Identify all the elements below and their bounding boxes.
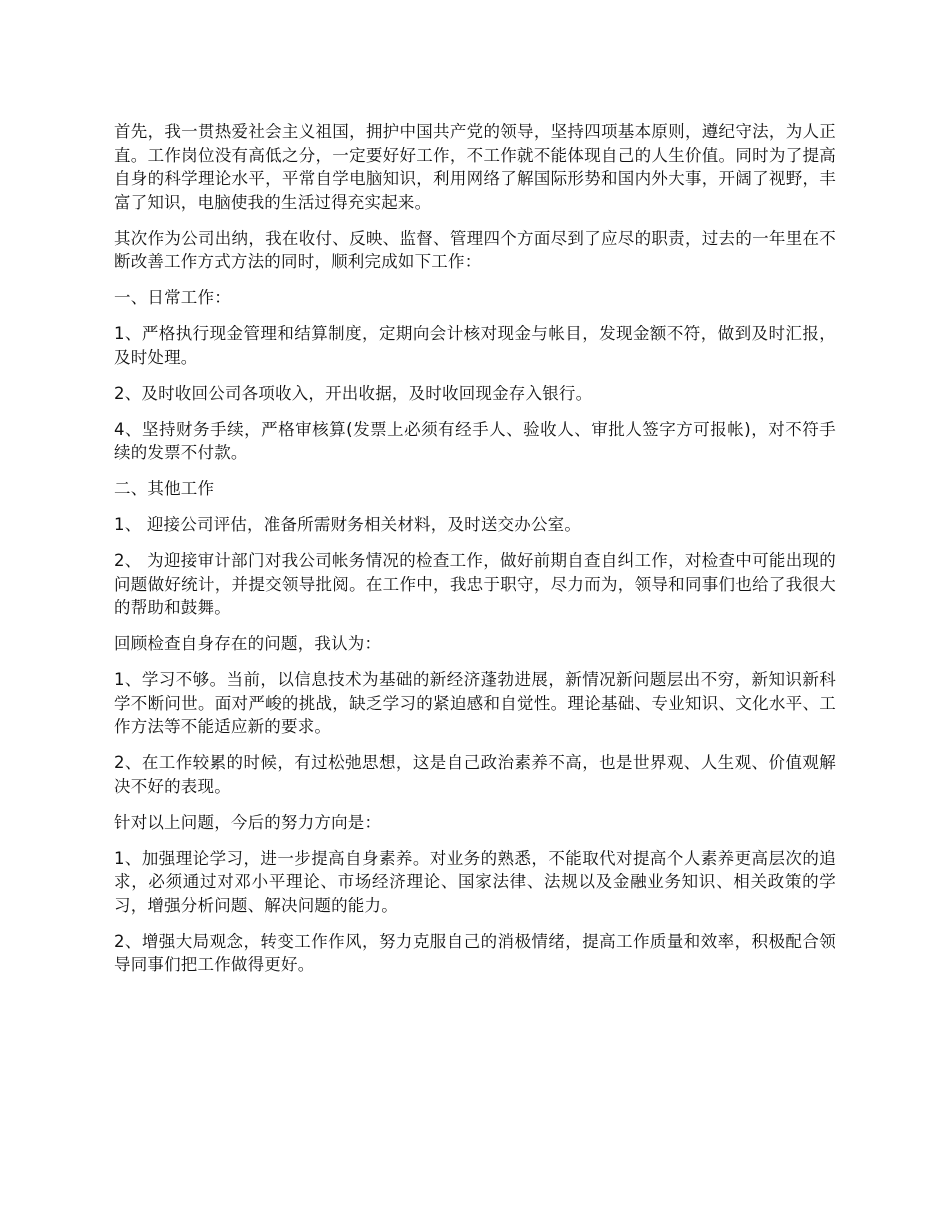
- list-item-overall-perspective: 2、增强大局观念，转变工作作风，努力克服自己的消极情绪，提高工作质量和效率，积极配合领导同事们把工作做得更好。: [114, 931, 836, 974]
- list-item-strengthen-theory: 1、加强理论学习，进一步提高自身素养。对业务的熟悉，不能取代对提高个人素养更高层次的追求，必须通过对邓小平理论、市场经济理论、国家法律、法规以及金融业务知识、相关政策的学习，增强分析问题、解决问题的能力。: [114, 848, 836, 915]
- list-item-insufficient-study: 1、学习不够。当前，以信息技术为基础的新经济蓬勃进展，新情况新问题层出不穷，新知识新科学不断问世。面对严峻的挑战，缺乏学习的紧迫感和自觉性。理论基础、专业知识、文化水平、工作方法等不能适应新的要求。: [114, 670, 836, 736]
- list-item-relaxed-thinking: 2、在工作较累的时候，有过松弛思想，这是自己政治素养不高，也是世界观、人生观、价值观解决不好的表现。: [114, 753, 836, 796]
- paragraph-review-problems: 回顾检查自身存在的问题，我认为：: [114, 634, 382, 653]
- list-item-financial-procedures: 4、坚持财务手续，严格审核算(发票上必须有经手人、验收人、审批人签字方可报帐)，对不符手续的发票不付款。: [114, 419, 836, 462]
- document-body: [114, 120, 836, 989]
- list-item-audit-preparation: 2、 为迎接审计部门对我公司帐务情况的检查工作，做好前期自查自纠工作，对检查中可能出现的问题做好统计，并提交领导批阅。在工作中，我忠于职守，尽力而为，领导和同事们也给了我很大的帮助和鼓舞。: [114, 551, 836, 617]
- list-item-company-evaluation: 1、 迎接公司评估，准备所需财务相关材料，及时送交办公室。: [114, 515, 582, 534]
- paragraph-duties: 其次作为公司出纳，我在收付、反映、监督、管理四个方面尽到了应尽的职责，过去的一年里在不断改善工作方式方法的同时，顺利完成如下工作：: [114, 228, 836, 271]
- list-item-income-collection: 2、及时收回公司各项收入，开出收据，及时收回现金存入银行。: [114, 383, 593, 403]
- section-heading-daily-work: 一、日常工作：: [114, 288, 231, 307]
- list-item-cash-management: 1、严格执行现金管理和结算制度，定期向会计核对现金与帐目，发现金额不符，做到及时汇报，及时处理。: [114, 324, 836, 367]
- paragraph-future-direction: 针对以上问题，今后的努力方向是：: [114, 812, 382, 832]
- paragraph-intro: 首先，我一贯热爱社会主义祖国，拥护中国共产党的领导，坚持四项基本原则，遵纪守法，为人正直。工作岗位没有高低之分，一定要好好工作，不工作就不能体现自己的人生价值。同时为了提高自身的科学理论水平，平常自学电脑知识，利用网络了解国际形势和国内外大事，开阔了视野，丰富了知识，电脑使我的生活过得充实起来。: [114, 122, 836, 212]
- section-heading-other-work: 二、其他工作: [114, 479, 215, 498]
